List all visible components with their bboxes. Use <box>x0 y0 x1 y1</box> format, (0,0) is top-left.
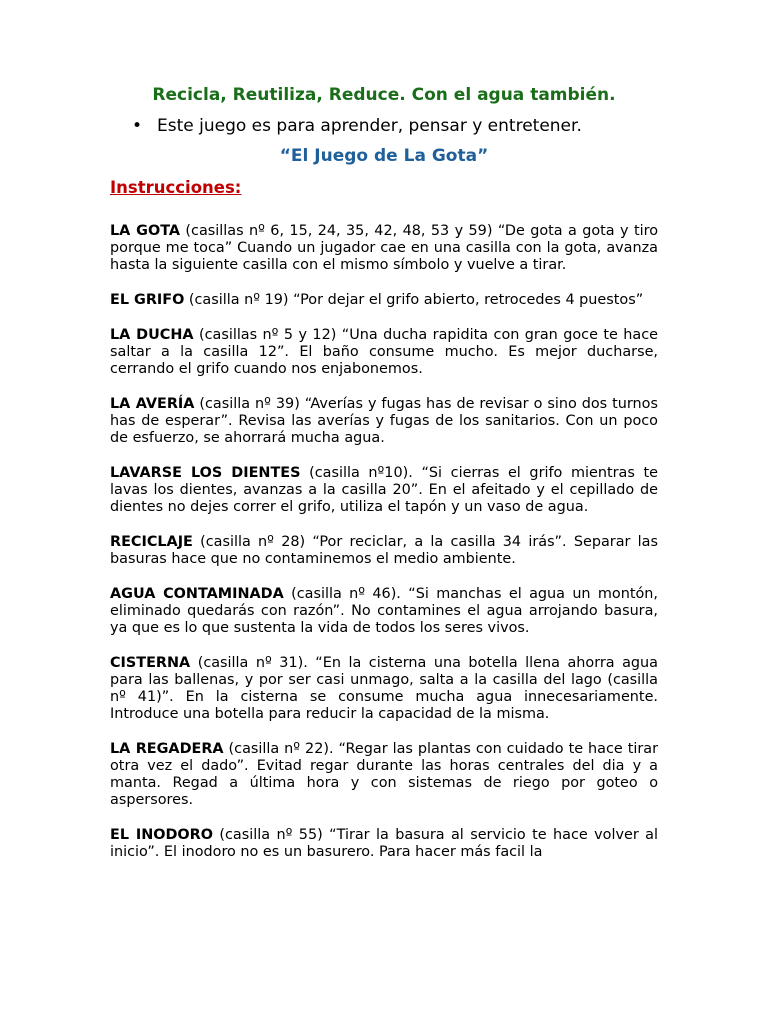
bullet-item <box>132 116 582 136</box>
instruction-paragraph <box>110 534 658 568</box>
instruction-text: (casilla nº10). “Si cierras el grifo mientras te lavas los dientes, avanzas a la casilla 20”. En el afeitado y el cepillado de dientes no dejes correr el grifo, utiliza el tapón y un vaso de agua. <box>110 465 658 515</box>
instruction-paragraph <box>110 827 658 861</box>
instruction-paragraph <box>110 655 658 723</box>
instruction-paragraph <box>110 292 658 309</box>
instruction-text: (casilla nº 28) “Por reciclar, a la casilla 34 irás”. Separar las basuras hace que no contaminemos el medio ambiente. <box>110 534 658 567</box>
instruction-term: EL GRIFO <box>110 292 185 308</box>
instruction-text: (casilla nº 39) “Averías y fugas has de revisar o sino dos turnos has de esperar”. Revisa las averías y fugas de los sanitarios. Con un poco de esfuerzo, se ahorrará mucha agua. <box>110 396 658 446</box>
instruction-paragraph <box>110 741 658 809</box>
instruction-text: (casilla nº 46). “Si manchas el agua un montón, eliminado quedarás con razón”. No contamines el agua arrojando basura, ya que es lo que sustenta la vida de todos los seres vivos. <box>110 586 659 636</box>
instruction-term: AGUA CONTAMINADA <box>110 586 284 602</box>
instruction-paragraph <box>110 586 658 637</box>
instruction-text: (casilla nº 22). “Regar las plantas con cuidado te hace tirar otra vez el dado”. Evitad regar durante las horas centrales del dia y a manta. Regad a última hora y con sistemas de riego por goteo o aspersores. <box>110 741 659 808</box>
instruction-term: LAVARSE LOS DIENTES <box>110 465 301 481</box>
instruction-term: RECICLAJE <box>110 534 193 550</box>
bullet-text: Este juego es para aprender, pensar y entretener. <box>157 116 582 136</box>
instruction-text: (casilla nº 31). “En la cisterna una botella llena ahorra agua para las ballenas, y por ser casi unmago, salta a la casilla del lago (casilla nº 41)”. En la cisterna se consume mucha agua innecesariamente. Introduce una botella para reducir la capacidad de la misma. <box>110 655 658 722</box>
instruction-paragraph <box>110 223 658 274</box>
game-title: “El Juego de La Gota” <box>279 146 489 166</box>
instruction-term: EL INODORO <box>110 827 213 843</box>
instruction-paragraph <box>110 396 658 447</box>
instruction-paragraph <box>110 327 658 378</box>
instruction-term: LA DUCHA <box>110 327 194 343</box>
instruction-paragraph <box>110 465 658 516</box>
instruction-term: LA REGADERA <box>110 741 224 757</box>
bullet-icon: • <box>132 116 143 136</box>
instruction-term: CISTERNA <box>110 655 191 671</box>
instruction-text: (casilla nº 19) “Por dejar el grifo abierto, retrocedes 4 puestos” <box>184 292 644 308</box>
instruction-term: LA GOTA <box>110 223 181 239</box>
instruction-text: (casillas nº 6, 15, 24, 35, 42, 48, 53 y 59) “De gota a gota y tiro porque me toca” Cuando un jugador cae en una casilla con la gota, avanza hasta la siguiente casilla con el mismo símbolo y vuelve a tirar. <box>110 223 658 273</box>
instruction-text: (casillas nº 5 y 12) “Una ducha rapidita con gran goce te hace saltar a la casilla 12”. El baño consume mucho. Es mejor ducharse, cerrando el grifo cuando nos enjabonemos. <box>110 327 658 377</box>
instructions-list <box>110 223 658 879</box>
instruction-text: (casilla nº 55) “Tirar la basura al servicio te hace volver al inicio”. El inodoro no es un basurero. Para hacer más facil la <box>110 827 658 860</box>
instruction-term: LA AVERÍA <box>110 396 195 412</box>
instructions-heading: Instrucciones: <box>110 178 242 197</box>
document-title: Recicla, Reutiliza, Reduce. Con el agua también. <box>152 85 616 105</box>
